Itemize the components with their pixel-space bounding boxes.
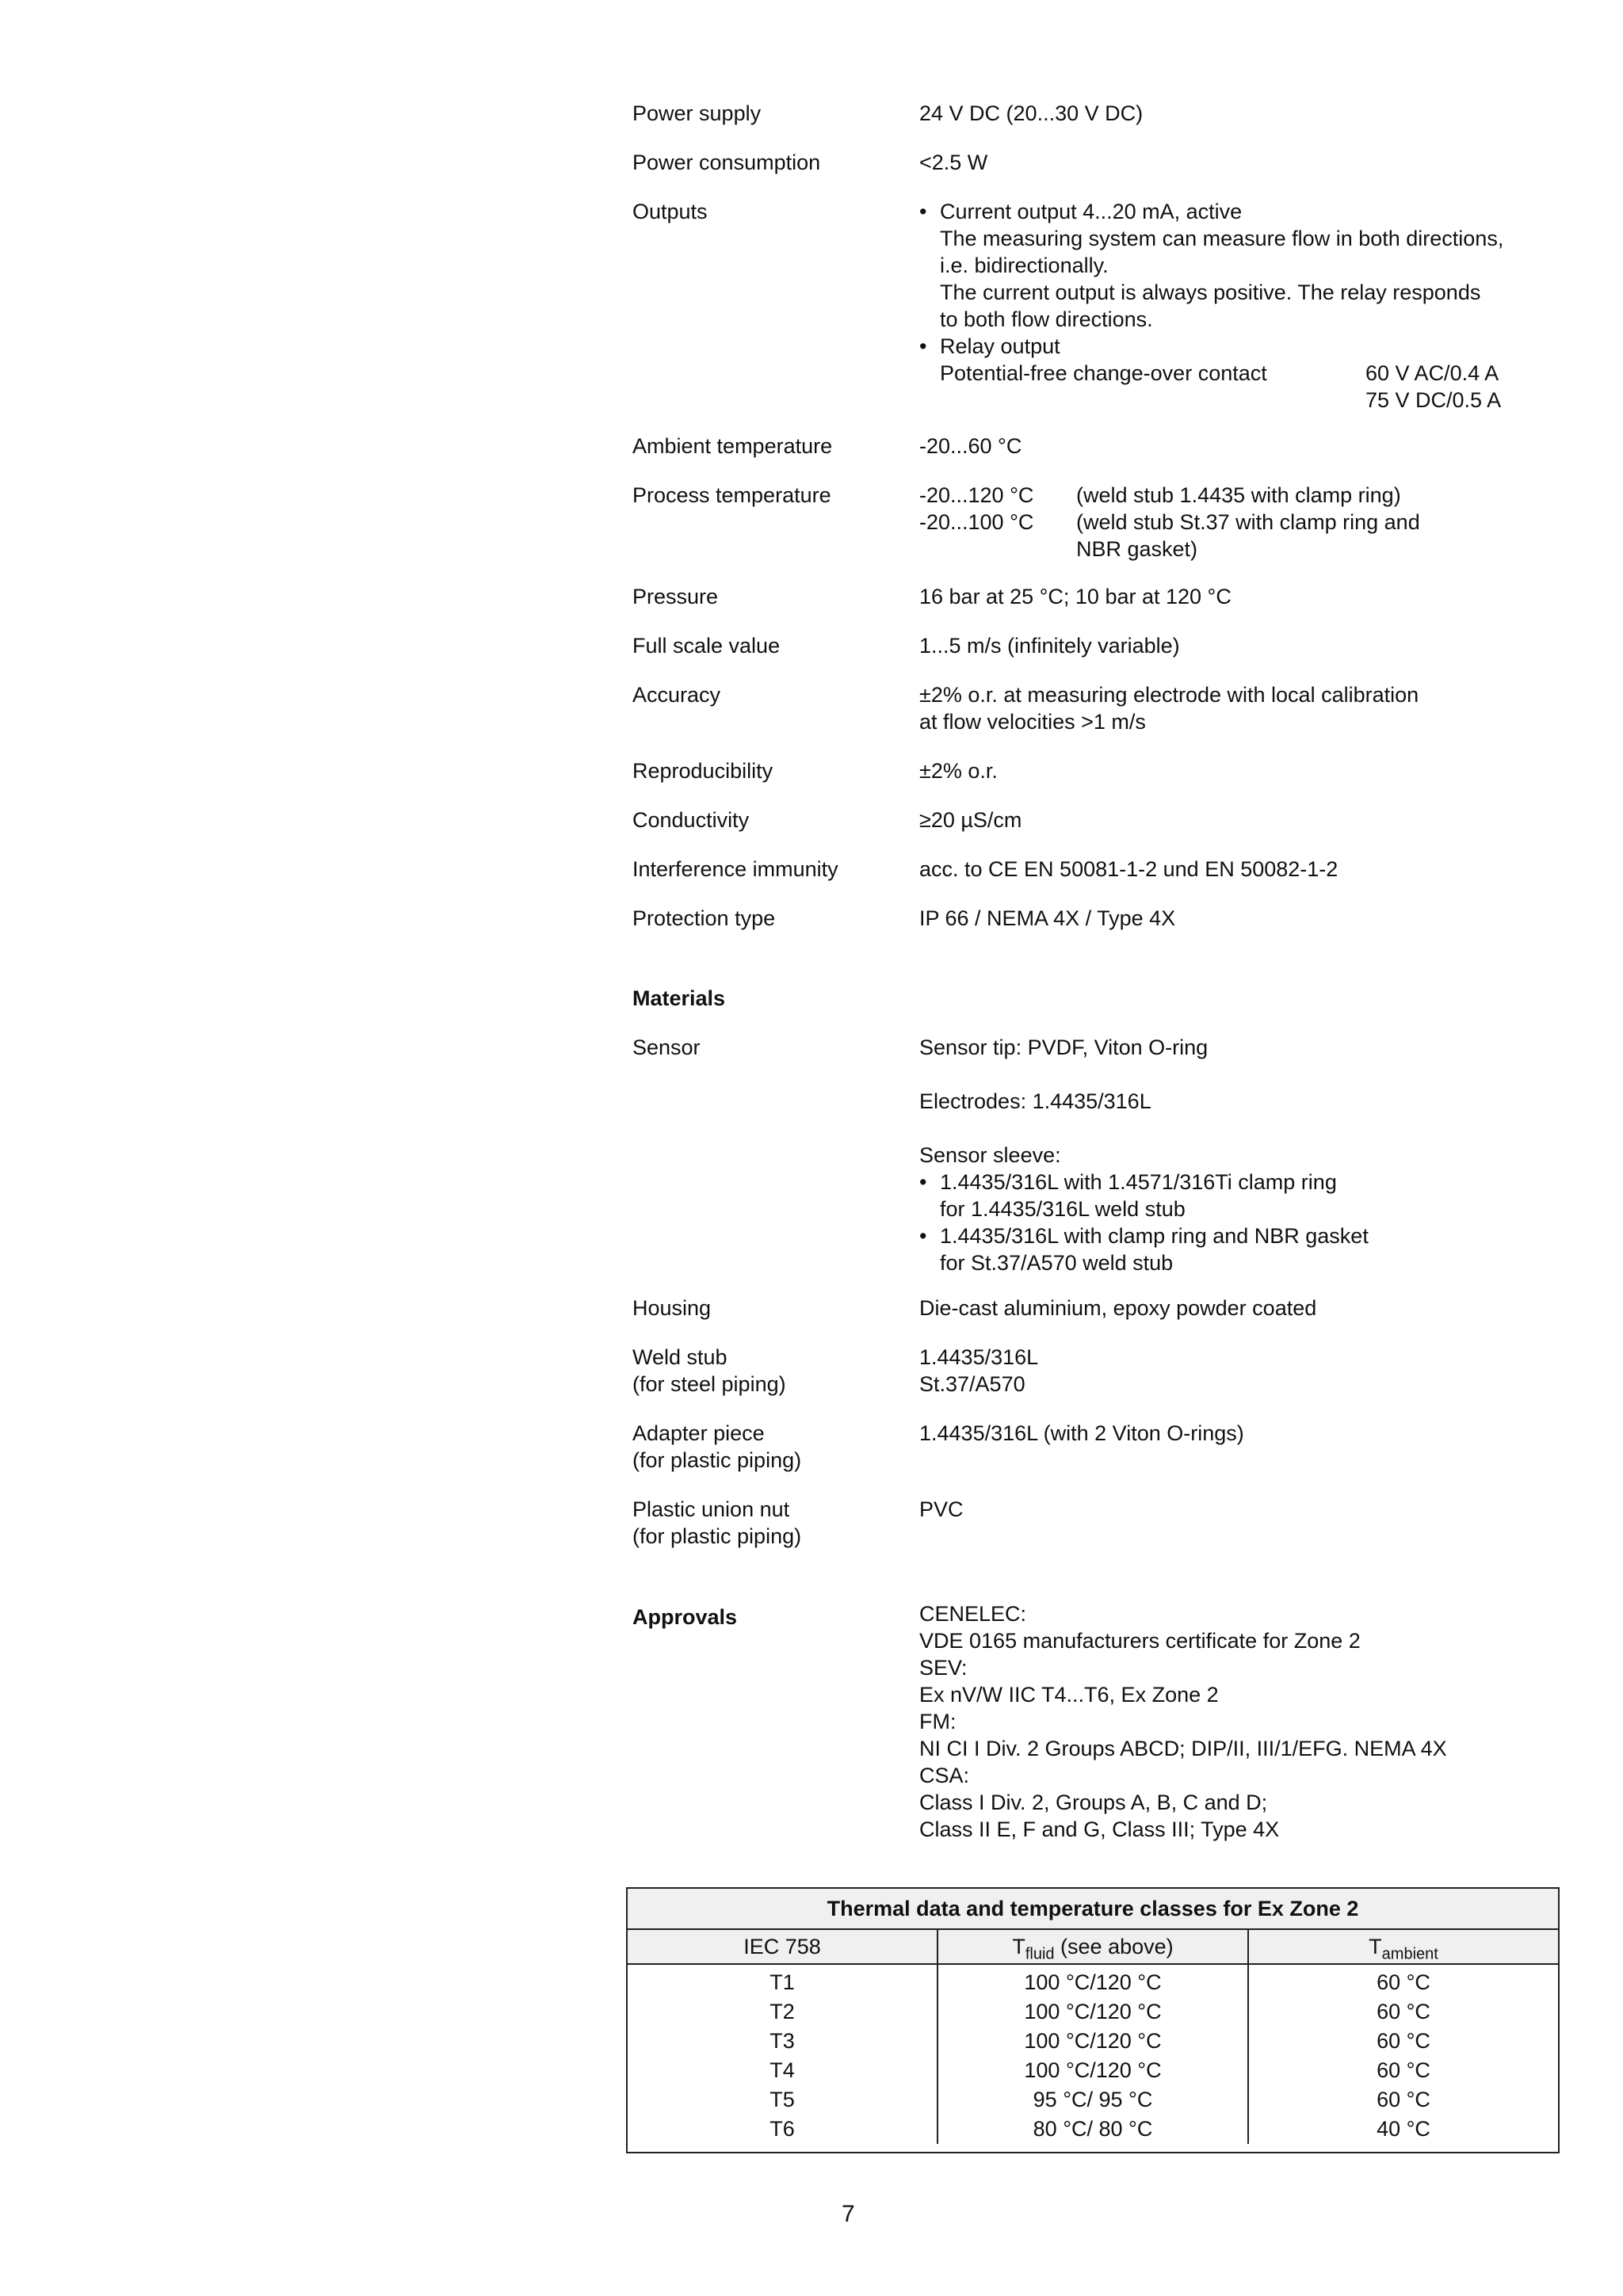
table-cell: T4 [769, 2058, 795, 2082]
spec-value: 1...5 m/s (infinitely variable) [919, 634, 1180, 658]
table-column-tambient [1247, 1965, 1558, 2144]
spec-value: 1.4435/316L (with 2 Viton O-rings) [919, 1421, 1244, 1445]
table-column-tfluid [937, 1965, 1247, 2144]
col-header-iec: IEC 758 [743, 1935, 821, 1958]
sensor-sleeve-title: Sensor sleeve: [919, 1143, 1061, 1167]
spec-label: Process temperature [632, 483, 831, 507]
spec-value: <2.5 W [919, 151, 988, 174]
text-line: to both flow directions. [940, 307, 1153, 331]
table-cell: T5 [769, 2088, 795, 2111]
current-output-title: • Current output 4...20 mA, active [919, 198, 1529, 225]
spec-value [919, 681, 1529, 735]
approval-cenelec: CENELEC: [919, 1602, 1027, 1626]
spec-label: Outputs [632, 200, 708, 223]
text-line: The measuring system can measure flow in both directions, [940, 227, 1504, 250]
spec-value: IP 66 / NEMA 4X / Type 4X [919, 906, 1176, 930]
spec-value: -20...60 °C [919, 434, 1022, 458]
spec-value: PVC [919, 1497, 964, 1521]
approval-entry: CSA:Class I Div. 2, Groups A, B, C and D; Class II E, F and G, Class III; Type 4X [919, 1764, 1280, 1841]
current-output-details [919, 225, 1529, 333]
table-cell: 100 °C/120 °C [1024, 2000, 1162, 2023]
process-temp-row [919, 509, 1529, 563]
section-heading: Materials [632, 986, 726, 1010]
text-line: at flow velocities >1 m/s [919, 710, 1146, 734]
spec-value: ≥20 µS/cm [919, 808, 1022, 832]
approval-entry: SEV:Ex nV/W IIC T4...T6, Ex Zone 2 [919, 1656, 1219, 1707]
relay-contact: Potential-free change-over contact [940, 361, 1267, 385]
spec-label: Conductivity [632, 808, 750, 832]
temp-desc: (weld stub St.37 with clamp ring and NBR gasket) [1076, 510, 1420, 561]
table-cell: 60 °C [1377, 2058, 1430, 2082]
table-column-class [628, 1965, 937, 2144]
table-cell: 60 °C [1377, 2000, 1430, 2023]
text-line: ±2% o.r. at measuring electrode with local calibration [919, 683, 1419, 707]
spec-label: Ambient temperature [632, 434, 833, 458]
col-header-tfluid: $T_{fluid}$ (see above) [937, 1930, 1247, 1963]
table-cell: 80 °C/ 80 °C [1033, 2117, 1153, 2141]
temp-range: -20...100 °C [919, 510, 1034, 534]
spec-label: Power supply [632, 101, 762, 125]
spec-label: Adapter piece (for plastic piping) [632, 1421, 802, 1472]
spec-label: Protection type [632, 906, 776, 930]
table-title: Thermal data and temperature classes for Ex Zone 2 [628, 1889, 1558, 1928]
spec-label: Reproducibility [632, 759, 773, 783]
approval-entry: FM:NI CI I Div. 2 Groups ABCD; DIP/II, III/1/EFG. NEMA 4X [919, 1710, 1447, 1760]
table-body [628, 1965, 1558, 2144]
relay-rating-dc: 75 V DC/0.5 A [1365, 388, 1502, 412]
spec-value: Die-cast aluminium, epoxy powder coated [919, 1296, 1317, 1320]
table-cell: 60 °C [1377, 1970, 1430, 1994]
sleeve-item: • 1.4435/316L with clamp ring and NBR gasket [919, 1222, 1529, 1249]
table-cell: 40 °C [1377, 2117, 1430, 2141]
thermal-data-table [626, 1887, 1560, 2153]
spec-value: 16 bar at 25 °C; 10 bar at 120 °C [919, 585, 1232, 608]
spec-label: Plastic union nut (for plastic piping) [632, 1497, 802, 1548]
approval-vde: VDE 0165 manufacturers certificate for Zone 2 [919, 1629, 1361, 1653]
spec-value [919, 482, 1529, 563]
spec-value: ±2% o.r. [919, 759, 998, 783]
table-cell: 100 °C/120 °C [1024, 2029, 1162, 2053]
spec-label: Sensor [632, 1035, 701, 1059]
spec-label: Housing [632, 1296, 712, 1320]
table-cell: 60 °C [1377, 2029, 1430, 2053]
table-cell: T1 [769, 1970, 795, 1994]
text-line: The current output is always positive. The relay responds [940, 280, 1481, 304]
table-cell: T3 [769, 2029, 795, 2053]
table-cell: T6 [769, 2117, 795, 2141]
sleeve-item: • 1.4435/316L with 1.4571/316Ti clamp ring [919, 1169, 1529, 1196]
spec-value [919, 1034, 1529, 1276]
spec-label: Accuracy [632, 683, 721, 707]
temp-range: -20...120 °C [919, 483, 1034, 507]
sleeve-item-detail: for 1.4435/316L weld stub [940, 1197, 1186, 1221]
process-temp-row [919, 482, 1529, 509]
spec-value [919, 198, 1529, 414]
section-heading: Approvals [632, 1605, 738, 1629]
table-cell: 100 °C/120 °C [1024, 1970, 1162, 1994]
sleeve-item-detail: for St.37/A570 weld stub [940, 1251, 1174, 1275]
relay-contact-line [919, 360, 1529, 387]
spec-label: Pressure [632, 585, 719, 608]
spec-label: Full scale value [632, 634, 781, 658]
table-header-row [628, 1928, 1558, 1965]
spec-value: 1.4435/316L St.37/A570 [919, 1345, 1039, 1396]
approvals-list [919, 1600, 1529, 1843]
table-cell: 95 °C/ 95 °C [1033, 2088, 1153, 2111]
relay-output-title: • Relay output [919, 333, 1529, 360]
spec-label: Weld stub (for steel piping) [632, 1345, 786, 1396]
table-cell: T2 [769, 2000, 795, 2023]
table-cell: 100 °C/120 °C [1024, 2058, 1162, 2082]
relay-rating-ac: 60 V AC/0.4 A [1365, 361, 1499, 385]
sensor-tip: Sensor tip: PVDF, Viton O-ring [919, 1035, 1209, 1059]
page-number: 7 [842, 2201, 855, 2227]
sensor-electrodes: Electrodes: 1.4435/316L [919, 1089, 1151, 1113]
relay-dc-line [919, 387, 1529, 414]
spec-value: acc. to CE EN 50081-1-2 und EN 50082-1-2 [919, 857, 1338, 881]
table-cell: 60 °C [1377, 2088, 1430, 2111]
text-line: i.e. bidirectionally. [940, 254, 1109, 277]
spec-label: Power consumption [632, 151, 821, 174]
col-header-tambient: $T_{ambient}$ [1247, 1930, 1558, 1963]
temp-desc: (weld stub 1.4435 with clamp ring) [1076, 483, 1401, 507]
spec-label: Interference immunity [632, 857, 838, 881]
spec-value: 24 V DC (20...30 V DC) [919, 101, 1144, 125]
